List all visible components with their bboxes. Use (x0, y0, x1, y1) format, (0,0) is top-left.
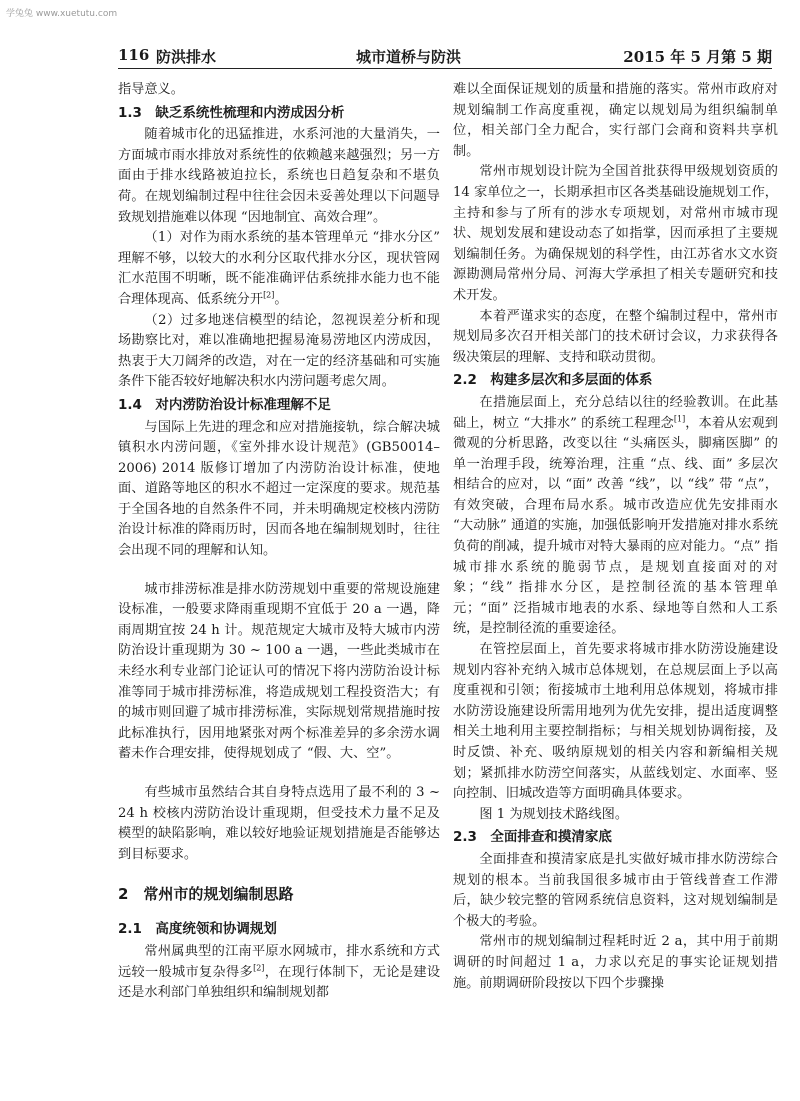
paragraph: 图 1 为规划技术路线图。 (479, 806, 629, 822)
paragraph: 与国际上先进的理念和应对措施接轨，综合解决城镇积水内涝问题，《室外排水设计规范》(GB50014–2006) 2014 版修订增加了内涝防治设计标准，使地面、道路等地区的积水不超过一定深度的要求。规范基于全国各地的自然条件不同，并未明确规定校核内涝防治设计标准的降雨历时，因而各地在编制规划时，往往会出现不同的理解和认知。 (118, 419, 440, 559)
paragraph: 常州市的规划编制过程耗时近 2 a，其中用于前期调研的时间超过 1 a，力求以充足的事实论证规划措施。前期调研阶段按以下四个步骤操 (453, 934, 778, 991)
citation: [2] (263, 290, 275, 300)
paragraph (118, 942, 440, 1004)
section-heading-2: 2 常州市的规划编制思路 (118, 885, 294, 904)
paragraph: 全面排查和摸清家底是扎实做好城市排水防涝综合规划的根本。当前我国很多城市由于管线普查工作滞后，缺少较完整的管网系统信息资料，这对规划编制是个极大的考验。 (453, 851, 778, 929)
section-heading-2-1: 2.1 高度统领和协调规划 (118, 921, 277, 938)
paragraph: 常州市规划设计院为全国首批获得甲级规划资质的 14 家单位之一，长期承担市区各类基础设施规划工作，主持和参与了所有的涉水专项规划，对常州市城市现状、规划发展和建设动态了如指掌，因而承担了主要规划编制任务。为确保规划的科学性，由江苏省水文水资源勘测局常州分局、河海大学承担了相关专题研究和技术开发。 (453, 164, 778, 303)
section-heading-2-2: 2.2 构建多层次和多层面的体系 (453, 372, 653, 389)
watermark: 学兔兔 www.xuetutu.com (6, 9, 118, 19)
paragraph-text: 在措施层面上，充分总结以往的经验教训。在此基础上，树立 “大排水” 的系统工程理念 (453, 394, 778, 431)
journal-title: 城市道桥与防洪 (356, 48, 462, 66)
paragraph: 指导意义。 (118, 82, 184, 97)
paragraph-text: ，本着从宏观到微观的分析思路，改变以往 “头痛医头，脚痛医脚” 的单一治理手段，统筹治理，注重 “点、线、面” 多层次相结合的应对，以 “面” 改善 “线”，以 “线” 带 “点”，有效突破，合理布局水系。城市改造应优先安排雨水 “大动脉” 通道的实施，加强低影响开发措施对排水系统负荷的削减，提升城市对特大暴雨的应对能力。“点” 指城市排水系统的脆弱节点，是规划直接面对的对象；“线” 指排水分区，是控制径流的基本管理单元；“面” 泛指城市地表的水系、绿地等自然和人工系统，是控制径流的重要途径。 (453, 415, 778, 637)
paragraph-text: （1）对作为雨水系统的基本管理单元 “排水分区” 理解不够，以较大的水利分区取代排水分区，现状管网汇水范围不明晰，既不能准确评估系统排水能力也不能合理体现高、低系统分开 (118, 230, 440, 307)
right-column (453, 80, 778, 994)
section-heading-1-4: 1.4 对内涝防治设计标准理解不足 (118, 396, 331, 413)
issue-date: 2015 年 5 月第 5 期 (623, 48, 772, 66)
paragraph-text: 。 (274, 291, 288, 307)
paragraph: 有些城市虽然结合其自身特点选用了最不利的 3 ~ 24 h 校核内涝防治设计重现期，但受技术力量不足及模型的缺陷影响，难以较好地验证规划措施是否能够达到目标要求。 (118, 785, 440, 862)
paragraph: 难以全面保证规划的质量和措施的落实。常州市政府对规划编制工作高度重视，确定以规划局为组织编制单位，相关部门全力配合，实行部门会商和资料共享机制。 (453, 82, 778, 159)
paragraph: 本着严谨求实的态度，在整个编制过程中，常州市规划局多次召开相关部门的技术研讨会议，力求获得各级决策层的理解、支持和联动贯彻。 (453, 308, 778, 365)
paragraph: 在管控层面上，首先要求将城市排水防涝设施建设规划内容补充纳入城市总体规划，在总规层面上予以高度重视和引领；衔接城市土地利用总体规划，将城市排水防涝设施建设所需用地列为优先安排，提出适度调整相关土地利用主要控制指标；与相关规划协调衔接，及时反馈、补充、吸纳原规划的相关内容和新编相关规划；紧抓排水防涝空间落实，从蓝线划定、水面率、竖向控制、旧城改造等方面明确具体要求。 (453, 642, 778, 802)
paragraph-text: ，在现行体制下，无论是建设还是水利部门单独组织和编制规划都 (118, 964, 441, 1001)
page-number: 116 (118, 46, 150, 64)
paragraph-text: 常州属典型的江南平原水网城市，排水系统和方式远较一般城市复杂得多 (118, 943, 440, 980)
section-heading-1-3: 1.3 缺乏系统性梳理和内涝成因分析 (118, 104, 345, 121)
paragraph: 城市排涝标准是排水防涝规划中重要的常规设施建设标准，一般要求降雨重现期不宜低于 20 a 一遇，降雨周期宜按 24 h 计。规范规定大城市及特大城市内涝防治设计重现期为 30 ~ 100 a 一遇，一些此类城市在未经水利专业部门论证认可的情况下将内涝防治设计标准等同于城市排涝标准，将造成规划工程投资浩大；有的城市则回避了城市排涝标准，实际规划常规措施时按此标准执行，因用地紧张对两个标准差异的多余涝水调蓄未作合理安排，使得规划成了 “假、大、空”。 (118, 581, 440, 762)
running-header (118, 44, 772, 69)
citation: [1] (673, 414, 686, 424)
paragraph (453, 393, 778, 640)
section-name: 防洪排水 (156, 48, 217, 66)
section-heading-2-3: 2.3 全面排查和摸清家底 (453, 829, 612, 846)
paragraph: 随着城市化的迅猛推进，水系河池的大量消失，一方面城市雨水排放对系统性的依赖越来越强烈；另一方面由于排水线路被迫拉长，系统也日趋复杂和不堪负荷。在规划编制过程中往往会因未妥善处理以下问题导致规划措施难以体现 “因地制宜、高效合理”。 (118, 127, 440, 225)
citation: [2] (253, 963, 265, 973)
paragraph (118, 228, 440, 310)
left-column (118, 80, 440, 1004)
paragraph: （2）过多地迷信模型的结论，忽视误差分析和现场勘察比对，难以准确地把握易淹易涝地区内涝成因，热衷于大刀阔斧的改造，对在一定的经济基础和可实施条件下能否较好地解决积水内涝问题考虑欠周。 (118, 312, 440, 390)
